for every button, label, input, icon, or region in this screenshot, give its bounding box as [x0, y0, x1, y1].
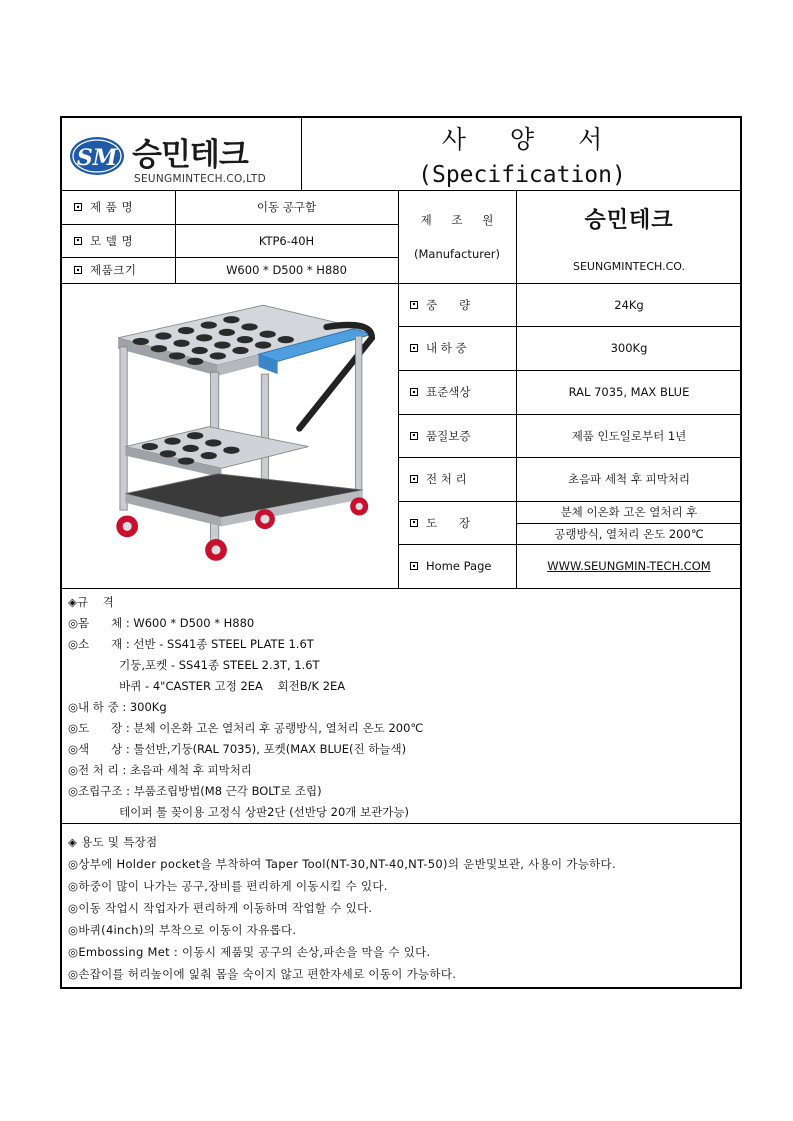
weight-value: 24Kg: [614, 297, 644, 312]
pretreatment-label: 전 처 리: [398, 457, 516, 501]
warranty-value: 제품 인도일로부터 1년: [571, 428, 687, 443]
product-size-label: 제품크기: [62, 257, 175, 283]
homepage-link[interactable]: WWW.SEUNGMIN-TECH.COM: [547, 559, 711, 573]
spec-line: 기둥,포켓 - SS41종 STEEL 2.3T, 1.6T: [68, 658, 320, 672]
svg-text:승민테크: 승민테크: [132, 137, 248, 173]
manufacturer-name: 승민테크: [584, 207, 674, 233]
divider: [301, 118, 302, 190]
feature-line: ◎손잡이를 허리높이에 잁춰 몸을 숙이지 않고 편한자세로 이동이 가능하다.: [68, 967, 457, 981]
feature-line: ◎하중이 많이 나가는 공구,장비를 편리하게 이동시킬 수 있다.: [68, 879, 388, 893]
checkbox-icon: [410, 475, 418, 483]
feature-line: ◎상부에 Holder pocket을 부착하여 Taper Tool(NT-30,NT-40,NT-50)의 운반및보관, 사용이 가능하다.: [68, 857, 616, 871]
manufacturer-label: 제 조 원: [420, 213, 502, 227]
spec-line: ◎전 처 리 : 초음파 세척 후 피막처리: [68, 763, 252, 777]
model-name-value: KTP6-40H: [258, 233, 315, 248]
spec-line: ◎색 상 : 툴선반,기둥(RAL 7035), 포켓(MAX BLUE(진 하늘색): [68, 742, 407, 756]
spec-line: 바퀴 - 4"CASTER 고정 2EA 회전B/K 2EA: [68, 679, 346, 693]
checkbox-icon: [410, 301, 418, 309]
tool-cart-photo: [100, 288, 390, 578]
pretreatment-value: 초음파 세척 후 피막처리: [567, 472, 691, 486]
checkbox-icon: [74, 266, 82, 274]
features-heading: ◈ 용도 및 특장점: [68, 835, 158, 849]
manufacturer-label-en: (Manufacturer): [413, 247, 500, 261]
weight-label: 중 량: [398, 283, 516, 326]
manufacturer-name-en: SEUNGMINTECH.CO.: [572, 259, 685, 273]
coating-label: 도 장: [398, 501, 516, 544]
checkbox-icon: [410, 432, 418, 440]
svg-text:SEUNGMINTECH.CO,LTD: SEUNGMINTECH.CO,LTD: [134, 173, 266, 185]
product-name-label: 제 품 명: [62, 190, 175, 224]
product-size-value: W600 * D500 * H880: [226, 263, 347, 277]
warranty-label: 품질보증: [398, 414, 516, 457]
divider: [62, 823, 742, 824]
standard-color-label: 표준색상: [398, 370, 516, 414]
title-korean: 사양서: [441, 125, 647, 154]
load-capacity-value: 300Kg: [610, 341, 648, 355]
checkbox-icon: [74, 203, 82, 211]
model-name-label: 모 델 명: [62, 224, 175, 257]
title-english: (Specification): [418, 162, 626, 188]
company-logo: [66, 123, 292, 189]
spec-line: ◎몸 체 : W600 * D500 * H880: [68, 616, 255, 630]
spec-line: ◎도 장 : 분체 이온화 고온 열처리 후 공랭방식, 열처리 온도 200℃: [68, 721, 424, 735]
load-capacity-label: 내 하 중: [398, 326, 516, 370]
checkbox-icon: [410, 344, 418, 352]
homepage-label: Home Page: [398, 544, 516, 588]
divider: [62, 588, 742, 589]
standard-color-value: RAL 7035, MAX BLUE: [568, 385, 690, 399]
specification-sheet: [60, 116, 742, 989]
checkbox-icon: [74, 237, 82, 245]
checkbox-icon: [410, 562, 418, 570]
spec-line: ◎조립구조 : 부품조립방법(M8 근각 BOLT로 조립): [68, 784, 322, 798]
checkbox-icon: [410, 388, 418, 396]
feature-line: ◎바퀴(4inch)의 부착으로 이동이 자유롭다.: [68, 923, 297, 937]
feature-line: ◎Embossing Met : 이동시 제품및 공구의 손상,파손을 막을 수 있다.: [68, 945, 431, 959]
feature-line: ◎이동 작업시 작업자가 편리하게 이동하며 작업할 수 있다.: [68, 901, 373, 915]
spec-line: ◎소 재 : 선반 - SS41종 STEEL PLATE 1.6T: [68, 637, 314, 651]
svg-text:SM: SM: [76, 145, 118, 171]
product-name-value: 이동 공구함: [256, 200, 317, 214]
checkbox-icon: [410, 519, 418, 527]
coating-value-line2: 공랭방식, 열처리 온도 200℃: [554, 526, 704, 541]
spec-line: ◎내 하 중 : 300Kg: [68, 700, 167, 714]
spec-line: 테이퍼 툴 꽂이용 고정식 상판2단 (선반당 20개 보관가능): [68, 805, 409, 819]
coating-value-line1: 분체 이온화 고온 열처리 후: [560, 505, 698, 519]
spec-heading: ◈규 격: [68, 595, 114, 609]
